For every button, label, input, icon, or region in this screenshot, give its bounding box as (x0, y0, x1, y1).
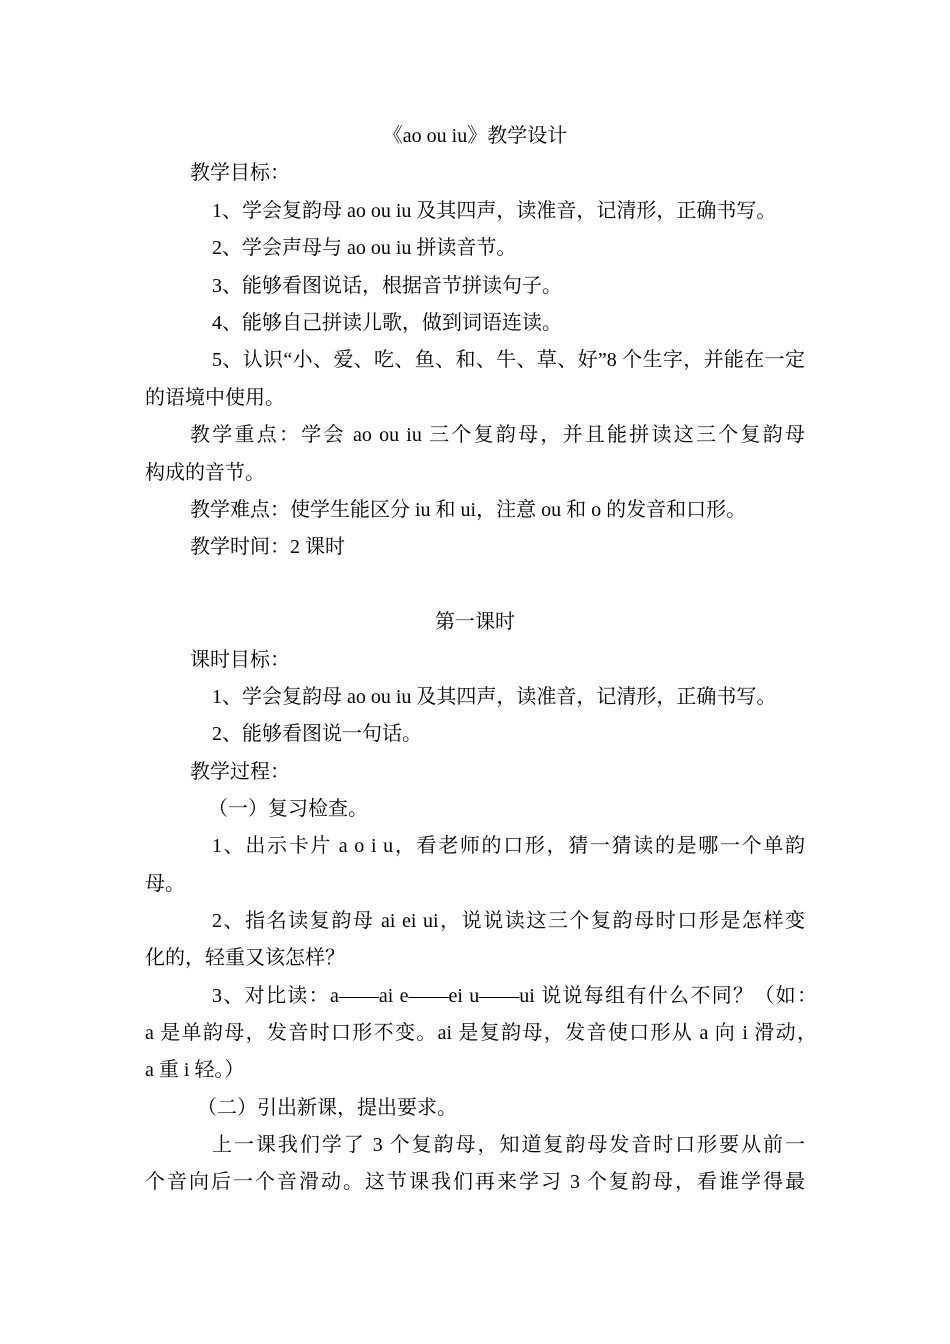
lesson-goal-item-2: 2、能够看图说一句话。 (212, 723, 422, 745)
goal-item-5-line-1: 5、认识“小、爱、吃、鱼、和、牛、草、好”8 个生字，并能在一定 (212, 349, 805, 371)
difficulty-points: 教学难点：使学生能区分 iu 和 ui，注意 ou 和 o 的发音和口形。 (190, 499, 747, 521)
section-1-item-1-line-2: 母。 (145, 873, 185, 895)
key-points-line-1: 教学重点：学会 ao ou iu 三个复韵母，并且能拼读这三个复韵母 (190, 424, 805, 446)
section-1-item-3-line-3: a 重 i 轻。） (145, 1059, 245, 1081)
section-2-paragraph-line-2: 个音向后一个音滑动。这节课我们再来学习 3 个复韵母，看谁学得最 (145, 1171, 805, 1193)
goals-heading: 教学目标： (190, 162, 290, 184)
section-2-paragraph-line-1: 上一课我们学了 3 个复韵母，知道复韵母发音时口形要从前一 (212, 1134, 805, 1156)
key-points-line-2: 构成的音节。 (145, 462, 265, 484)
section-1-item-1-line-1: 1、出示卡片 a o i u，看老师的口形，猜一猜读的是哪一个单韵 (212, 835, 805, 857)
document-title: 《ao ou iu》教学设计 (382, 125, 568, 147)
goal-item-5-line-2: 的语境中使用。 (145, 387, 285, 409)
section-1-item-3-line-1: 3、对比读：a——ai e——ei u——ui 说说每组有什么不同？（如： (212, 985, 817, 1007)
section-1-heading: （一）复习检查。 (208, 798, 368, 820)
process-heading: 教学过程： (190, 761, 290, 783)
goal-item-4: 4、能够自己拼读儿歌，做到词语连读。 (212, 312, 562, 334)
teaching-time: 教学时间：2 课时 (190, 536, 345, 558)
lesson-one-title: 第一课时 (435, 611, 515, 633)
lesson-goals-heading: 课时目标： (190, 649, 290, 671)
section-1-item-3-line-2: a 是单韵母，发音时口形不变。ai 是复韵母，发音使口形从 a 向 i 滑动， (145, 1022, 817, 1044)
lesson-goal-item-1: 1、学会复韵母 ao ou iu 及其四声，读准音，记清形，正确书写。 (212, 686, 777, 708)
section-2-heading: （二）引出新课，提出要求。 (197, 1097, 457, 1119)
goal-item-3: 3、能够看图说话，根据音节拼读句子。 (212, 275, 562, 297)
section-1-item-2-line-2: 化的，轻重又该怎样？ (145, 947, 345, 969)
goal-item-2: 2、学会声母与 ao ou iu 拼读音节。 (212, 237, 517, 259)
goal-item-1: 1、学会复韵母 ao ou iu 及其四声，读准音，记清形，正确书写。 (212, 200, 777, 222)
section-1-item-2-line-1: 2、指名读复韵母 ai ei ui，说说读这三个复韵母时口形是怎样变 (212, 910, 805, 932)
